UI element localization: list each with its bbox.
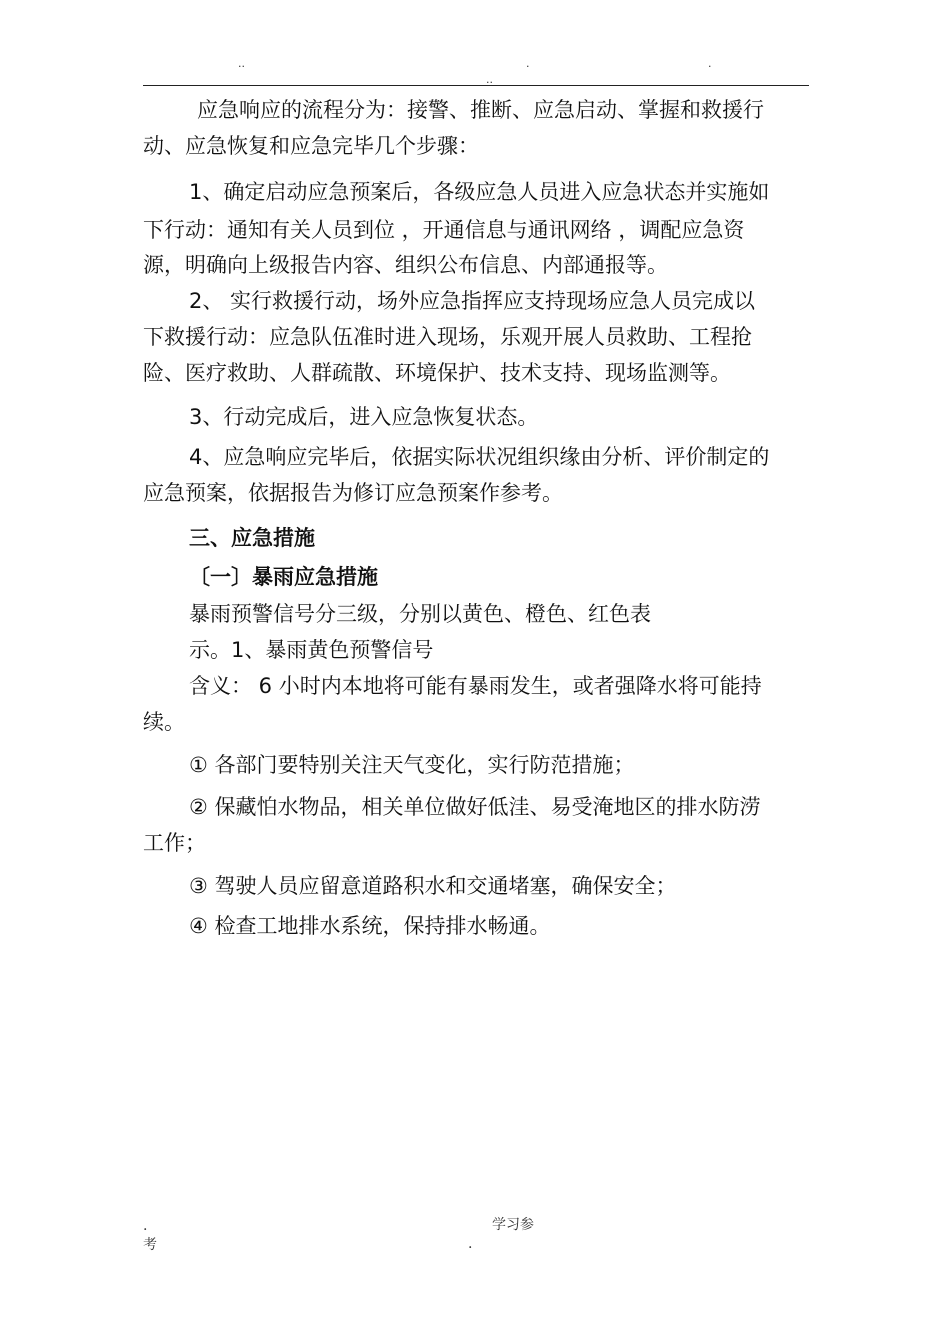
paragraph-line: 示。1、暴雨黄色预警信号 [189,638,434,662]
list-item: ① 各部门要特别关注天气变化，实行防范措施； [189,753,635,777]
header-mark: . [708,57,712,70]
paragraph-line: 暴雨预警信号分三级，分别以黄色、橙色、红色表 [189,602,651,626]
paragraph-line: 续。 [143,710,185,734]
paragraph-line: 含义： 6 小时内本地将可能有暴雨发生，或者强降水将可能持 [189,674,762,698]
paragraph-line: 4、应急响应完毕后，依据实际状况组织缘由分析、评价制定的 [189,445,770,469]
paragraph-line: 源，明确向上级报告内容、组织公布信息、内部通报等。 [143,253,668,277]
subsection-heading: 〔一〕暴雨应急措施 [189,565,378,589]
paragraph-line: 下行动：通知有关人员到位 ，开通信息与通讯网络 ，调配应急资 [143,218,745,242]
paragraph-line: 动、应急恢复和应急完毕几个步骤： [143,134,479,158]
paragraph-line: 应急响应的流程分为：接警、推断、应急启动、掌握和救援行 [197,98,764,122]
footer-dot: . [143,1218,148,1234]
header-mark: .. [486,73,493,86]
footer-text: 考 [143,1237,157,1253]
header-mark: . [526,57,530,70]
paragraph-line: 应急预案，依据报告为修订应急预案作参考。 [143,481,563,505]
footer-dot: . [468,1236,473,1252]
paragraph-line: 工作； [143,831,206,855]
paragraph-line: 1、确定启动应急预案后，各级应急人员进入应急状态并实施如 [189,180,770,204]
list-item: ③ 驾驶人员应留意道路积水和交通堵塞，确保安全； [189,874,677,898]
paragraph-line: 下救援行动：应急队伍准时进入现场，乐观开展人员救助、工程抢 [143,325,752,349]
header-mark: .. [238,57,245,70]
section-heading: 三、应急措施 [189,526,315,550]
list-item: ② 保藏怕水物品，相关单位做好低洼、易受淹地区的排水防涝 [189,795,761,819]
paragraph-line: 2、 实行救援行动，场外应急指挥应支持现场应急人员完成以 [189,289,756,313]
header-rule [143,85,809,86]
list-item: ④ 检查工地排水系统，保持排水畅通。 [189,914,551,938]
paragraph-line: 3、行动完成后，进入应急恢复状态。 [189,405,539,429]
footer-text: 学习参 [492,1217,534,1233]
paragraph-line: 险、医疗救助、人群疏散、环境保护、技术支持、现场监测等。 [143,361,731,385]
